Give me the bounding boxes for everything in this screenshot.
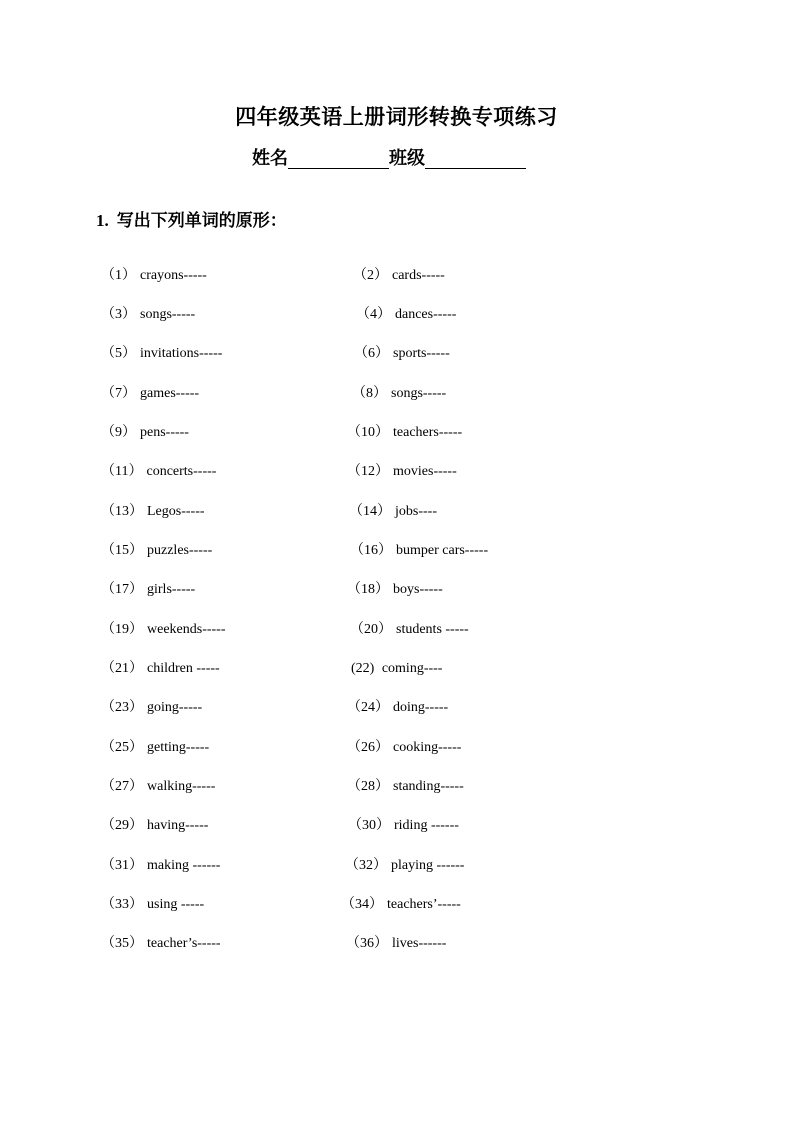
item-number: （33）: [101, 897, 143, 912]
item-number: （17）: [101, 582, 143, 597]
exercise-item: [101, 934, 221, 954]
item-word: songs-----: [140, 307, 196, 322]
section-instruction: 写出下列单词的原形：: [116, 211, 287, 231]
item-word: invitations-----: [140, 346, 223, 361]
item-number: （21）: [101, 661, 143, 676]
item-word: Legos-----: [147, 504, 205, 519]
item-word: concerts-----: [146, 464, 217, 479]
class-label: 班级: [389, 148, 425, 169]
item-word: puzzles-----: [147, 543, 213, 558]
item-word: cooking-----: [393, 740, 462, 755]
item-number: （31）: [101, 858, 143, 873]
item-number: （12）: [347, 464, 389, 479]
item-word: teachers-----: [393, 425, 463, 440]
class-blank: [425, 167, 526, 169]
item-word: jobs----: [395, 504, 437, 519]
exercise-item: [101, 384, 199, 404]
item-number: （7）: [101, 386, 136, 401]
exercise-item: [101, 541, 212, 561]
item-word: coming----: [378, 661, 443, 676]
item-number: （10）: [347, 425, 389, 440]
item-word: girls-----: [147, 582, 196, 597]
item-word: getting-----: [147, 740, 210, 755]
item-number: （1）: [101, 268, 136, 283]
exercise-item: [353, 266, 445, 286]
item-word: using -----: [147, 897, 205, 912]
exercise-item: [351, 659, 442, 679]
item-number: （8）: [352, 386, 387, 401]
item-word: games-----: [140, 386, 200, 401]
exercise-item: [348, 816, 459, 836]
exercise-item: [352, 384, 446, 404]
name-blank: [288, 167, 389, 169]
item-number: （25）: [101, 740, 143, 755]
item-number: （13）: [101, 504, 143, 519]
exercise-item: [101, 580, 195, 600]
item-number: （3）: [101, 307, 136, 322]
exercise-item: [101, 462, 216, 482]
item-number: （28）: [347, 779, 389, 794]
item-word: teachers’-----: [387, 897, 461, 912]
item-number: （15）: [101, 543, 143, 558]
exercise-item: [349, 502, 437, 522]
exercise-item: [347, 777, 464, 797]
item-word: dances-----: [395, 307, 457, 322]
worksheet-title: 四年级英语上册词形转换专项练习: [235, 105, 558, 129]
exercise-item: [341, 895, 461, 915]
item-number: （4）: [356, 307, 391, 322]
exercise-item: [350, 620, 469, 640]
exercise-item: [101, 344, 222, 364]
item-word: cards-----: [392, 268, 445, 283]
exercise-item: [347, 738, 461, 758]
item-word: students -----: [396, 622, 469, 637]
exercise-item: [101, 856, 220, 876]
item-word: sports-----: [393, 346, 450, 361]
item-word: bumper cars-----: [396, 543, 489, 558]
item-number: （9）: [101, 425, 136, 440]
item-number: （36）: [346, 936, 388, 951]
item-word: having-----: [147, 818, 209, 833]
item-word: going-----: [147, 700, 203, 715]
item-number: （18）: [347, 582, 389, 597]
item-number: （26）: [347, 740, 389, 755]
item-number: （35）: [101, 936, 143, 951]
item-word: walking-----: [147, 779, 216, 794]
item-word: doing-----: [393, 700, 449, 715]
item-number: （2）: [353, 268, 388, 283]
exercise-item: [101, 423, 189, 443]
item-number: （27）: [101, 779, 143, 794]
item-word: weekends-----: [147, 622, 226, 637]
exercise-item: [101, 266, 207, 286]
item-number: (22): [351, 661, 375, 676]
section-number: 1.: [96, 211, 109, 230]
item-number: （34）: [341, 897, 383, 912]
item-number: （30）: [348, 818, 390, 833]
item-word: songs-----: [391, 386, 447, 401]
exercise-item: [347, 462, 457, 482]
exercise-item: [101, 620, 226, 640]
item-word: riding ------: [394, 818, 459, 833]
item-word: standing-----: [393, 779, 464, 794]
item-number: （5）: [101, 346, 136, 361]
exercise-item: [101, 305, 195, 325]
exercise-item: [101, 738, 209, 758]
item-number: （23）: [101, 700, 143, 715]
item-number: （6）: [354, 346, 389, 361]
exercise-item: [350, 541, 488, 561]
exercise-item: [101, 816, 208, 836]
exercise-item: [346, 934, 446, 954]
item-number: （24）: [347, 700, 389, 715]
exercise-item: [347, 423, 462, 443]
item-number: （16）: [350, 543, 392, 558]
exercise-item: [347, 698, 448, 718]
item-number: （14）: [349, 504, 391, 519]
exercise-item: [354, 344, 450, 364]
exercise-item: [101, 895, 204, 915]
item-number: （32）: [345, 858, 387, 873]
exercise-item: [356, 305, 456, 325]
item-word: teacher’s-----: [147, 936, 221, 951]
item-number: （29）: [101, 818, 143, 833]
item-number: （11）: [101, 464, 143, 479]
item-word: crayons-----: [140, 268, 207, 283]
exercise-item: [347, 580, 443, 600]
item-word: playing ------: [391, 858, 465, 873]
item-word: lives------: [392, 936, 447, 951]
exercise-item: [345, 856, 464, 876]
item-word: pens-----: [140, 425, 189, 440]
exercise-item: [101, 659, 220, 679]
name-label: 姓名: [252, 148, 288, 169]
item-word: movies-----: [393, 464, 457, 479]
item-number: （19）: [101, 622, 143, 637]
exercise-item: [101, 777, 215, 797]
item-number: （20）: [350, 622, 392, 637]
item-word: boys-----: [393, 582, 443, 597]
exercise-item: [101, 698, 202, 718]
section-heading: [96, 206, 287, 236]
item-word: making ------: [147, 858, 221, 873]
exercise-item: [101, 502, 205, 522]
student-info-row: [252, 143, 526, 173]
item-word: children -----: [147, 661, 220, 676]
